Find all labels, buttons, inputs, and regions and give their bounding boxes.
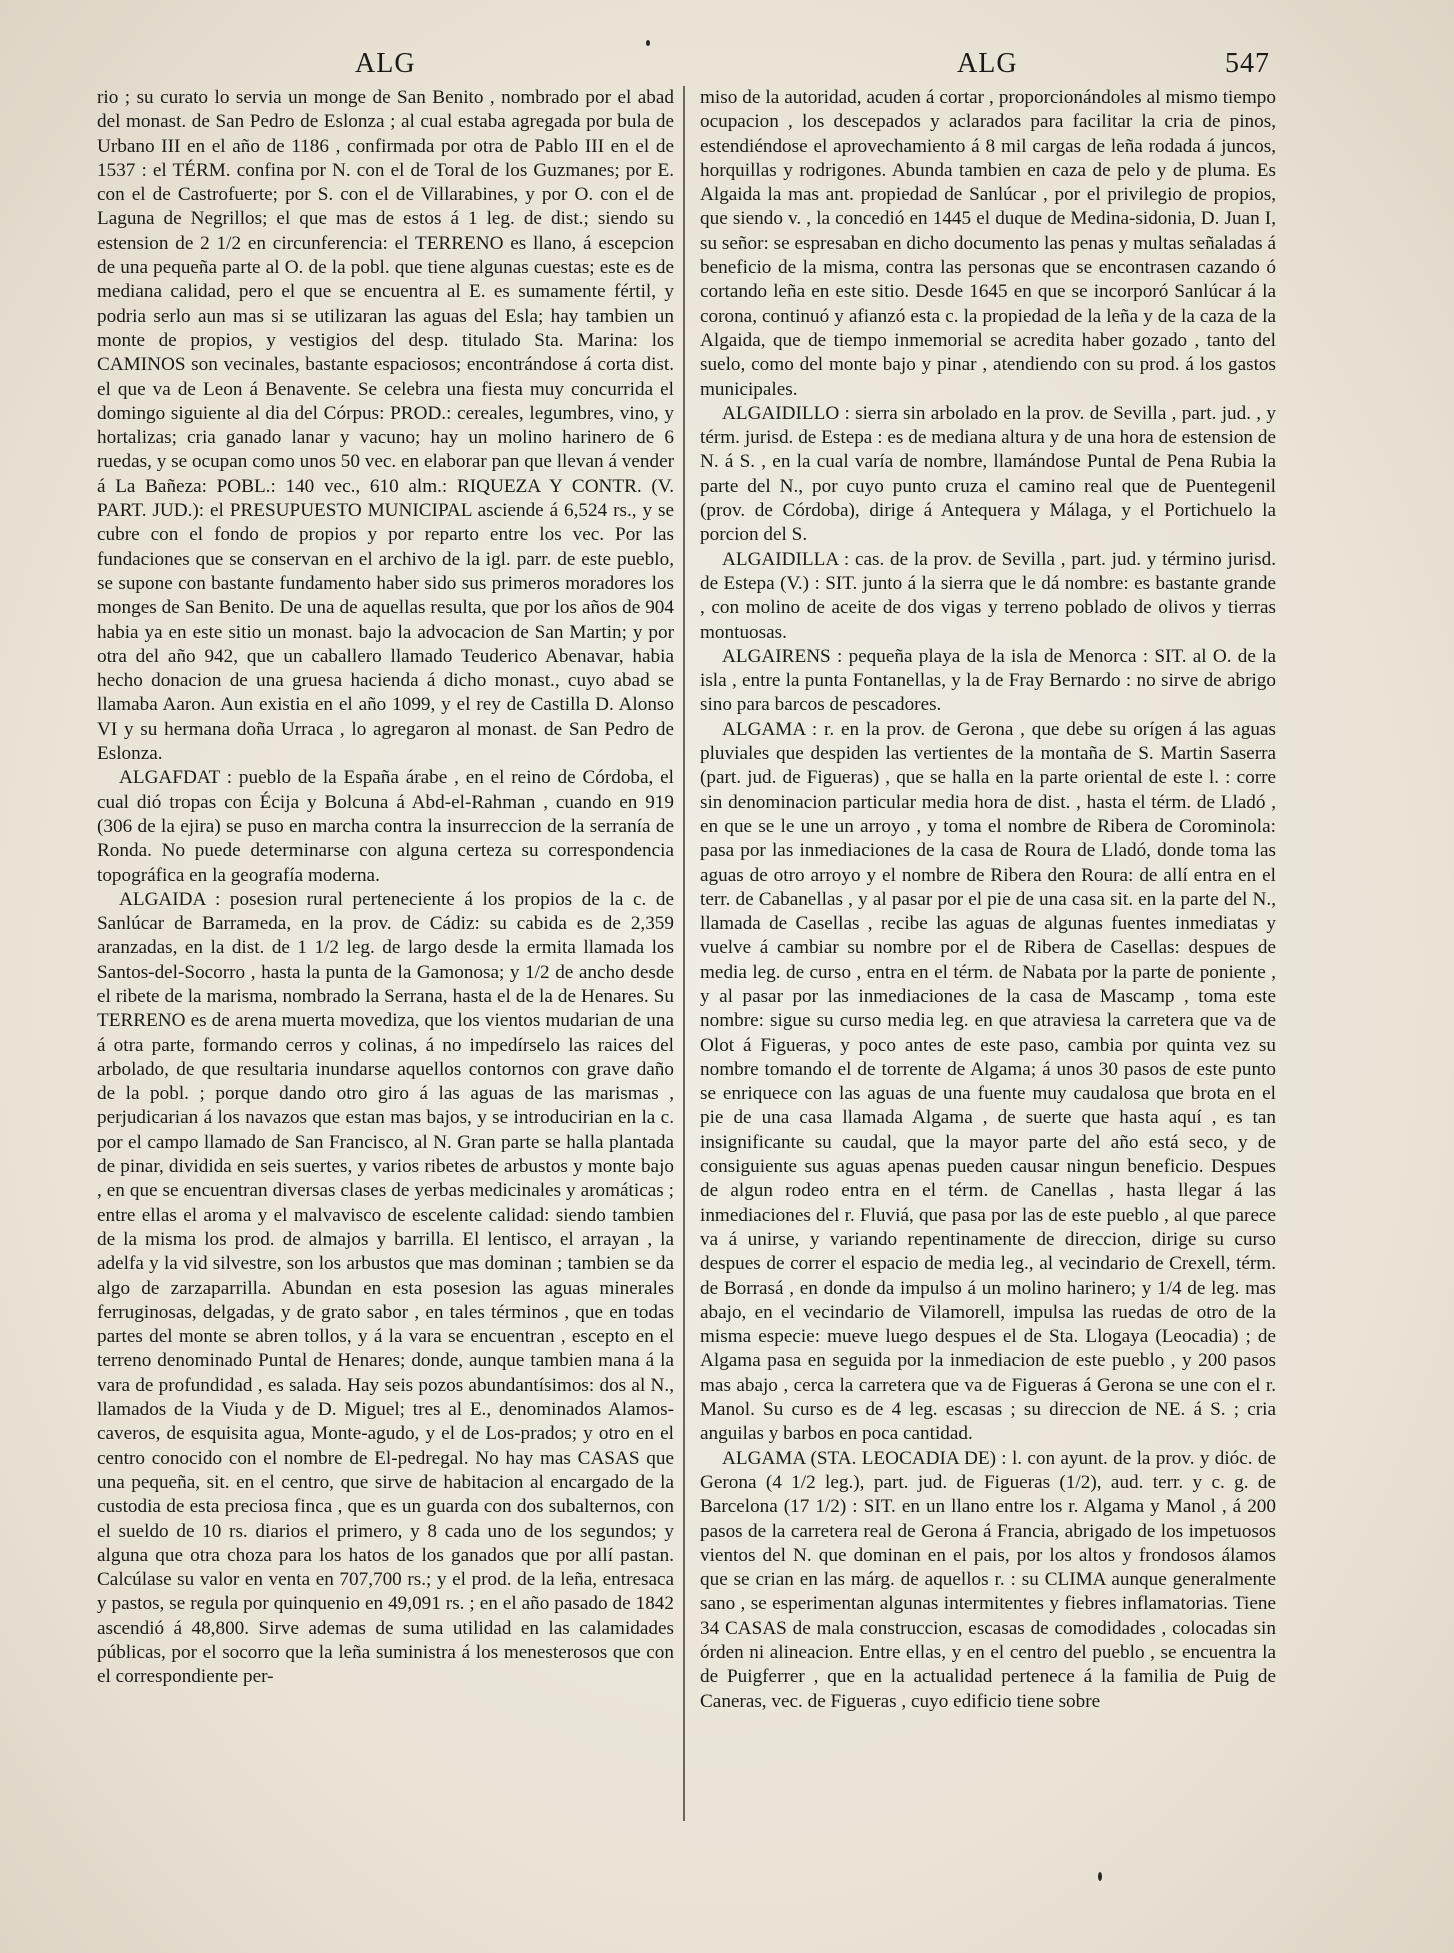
ink-speck: [1098, 1872, 1102, 1881]
ink-speck: [646, 40, 650, 46]
article-paragraph: rio ; su curato lo servia un monge de San Benito , nombrado por el abad del monast. de San Pedro de Eslonza ; al cual estaba agregada por bula de Urbano III en el año de 1186 , confirmada por otra de Pablo III en el de 1537 : el TÉRM. confina por N. con el de Toral de los Guzmanes; por E. con el de Castrofuerte; por S. con el de Villarabines, y por O. con el de Laguna de Negrillos; el que mas de estos á 1 leg. de dist.; siendo su estension de 2 1/2 en circunferencia: el TERRENO es llano, á escepcion de una pequeña parte al O. de la pobl. que tiene algunas cuestas; este es de mediana calidad, pero el que se encuentra al E. es sumamente fértil, y podria serlo aun mas si se utilizaran las aguas del Esla; hay tambien un monte de propios, y vestigios del desp. titulado Sta. Marina: los CAMINOS son vecinales, bastante espaciosos; encontrándose á corta dist. el que va de Leon á Benavente. Se celebra una fiesta muy concurrida el domingo siguiente al dia del Córpus: PROD.: cereales, legumbres, vino, y hortalizas; cria ganado lanar y vacuno; hay un molino harinero de 6 ruedas, y se ocupan como unos 50 vec. en elaborar pan que llevan á vender á La Bañeza: POBL.: 140 vec., 610 alm.: RIQUEZA Y CONTR. (V. PART. JUD.): el PRESUPUESTO MUNICIPAL asciende á 6,524 rs., y se cubre con el fondo de propios y por reparto entre los vec. Por las fundaciones que se conservan en el archivo de la igl. parr. de este pueblo, se supone con bastante fundamento haber sido sus primeros moradores los monges de San Benito. De una de aquellas resulta, que por los años de 904 habia ya en este sitio un monast. bajo la advocacion de San Martin; y por otra del año 942, que un caballero llamado Teuderico Abenavar, habia hecho donacion de una gruesa hacienda á dicho monast., cuyo abad se llamaba Aaron. Aun existia en el año 1099, y el rey de Castilla D. Alonso VI y su hermana doña Urraca , lo agregaron al monast. de San Pedro de Eslonza.: [97, 87, 674, 765]
page-number: 547: [1225, 48, 1270, 79]
right-column: [700, 86, 1276, 1826]
article-paragraph: ALGAIDA : posesion rural perteneciente á los propios de la c. de Sanlúcar de Barrameda, en la prov. de Cádiz: su cabida es de 2,359 aranzadas, en la dist. de 1 1/2 leg. de largo desde la ermita llamada los Santos-del-Socorro , hasta la punta de la Gamonosa; y 1/2 de ancho desde el ribete de la marisma, nombrado la Serrana, hasta el de la de Henares. Su TERRENO es de arena muerta movediza, que los vientos mudarian de una á otra parte, formando cerros y colinas, á no impedírselo las raices del arbolado, de que resultaria inundarse aquellos contornos con grave daño de la pobl. ; porque dando otro giro á las aguas de las marismas , perjudicarian á los navazos que estan mas bajos, y se introducirian en la c. por el campo llamado de San Francisco, al N. Gran parte se halla plantada de pinar, dividida en seis suertes, y varios ribetes de arbustos y monte bajo , en que se encuentran diversas clases de yerbas medicinales y aromáticas ; entre ellas el aroma y el malvavisco de escelente calidad: siendo tambien de la misma los prod. de almajos y barrilla. El lentisco, el arrayan , la adelfa y la vid silvestre, son los arbustos que mas dominan ; tambien se da algo de zarzaparrilla. Abundan en esta posesion las aguas minerales ferruginosas, delgadas, y de grato sabor , en tales términos , que en todas partes del monte se abren tollos, y á la vara se encuentran , escepto en el terreno denominado Puntal de Henares; donde, aunque tambien mana á la vara de profundidad , es salada. Hay seis pozos abundantísimos: dos al N., llamados de la Viuda y de D. Miguel; tres al E., denominados Alamos-caveros, de esquisita agua, Monte-agudo, y el de Los-prados; y otro en el centro conocido con el nombre de El-pedregal. No hay mas CASAS que una pequeña, sit. en el centro, que sirve de habitacion al encargado de la custodia de esta preciosa finca , que es un guarda con dos subalternos, con el sueldo de 10 rs. diarios el primero, y 8 cada uno de los segundos; y alguna que otra choza para los hatos de los ganados que por allí pastan. Calcúlase su valor en venta en 707,700 rs.; y el prod. de la leña, entresaca y pastos, se regula por quinquenio en 49,091 rs. ; en el año pasado de 1842 ascendió á 48,800. Sirve ademas de suma utilidad en las calamidades públicas, por el socorro que la leña suministra á los menesterosos que con el correspondiente per-: [97, 888, 674, 1688]
article-paragraph: ALGAMA (STA. LEOCADIA DE) : l. con ayunt. de la prov. y dióc. de Gerona (4 1/2 leg.), part. jud. de Figueras (1/2), aud. terr. y c. g. de Barcelona (17 1/2) : SIT. en un llano entre los r. Algama y Manol , á 200 pasos de la carretera real de Gerona á Francia, abrigado de los impetuosos vientos del N. que dominan en el pais, por los altos y frondosos álamos que se crian en las márg. de aquellos r. : su CLIMA aunque generalmente sano , se esperimentan algunas intermitentes y fiebres inflamatorias. Tiene 34 CASAS de mala construccion, escasas de comodidades , colocadas sin órden ni alineacion. Entre ellas, y en el centro del pueblo , se encuentra la de Puigferrer , que en la actualidad pertenece á la familia de Puig de Caneras, vec. de Figueras , cuyo edificio tiene sobre: [700, 1447, 1276, 1712]
article-paragraph: miso de la autoridad, acuden á cortar , proporcionándoles al mismo tiempo ocupacion , los descepados y aclarados para facilitar la cria de pinos, estendiéndose el aprovechamiento á 8 mil cargas de leña rodada á juncos, horquillas y rodrigones. Abunda tambien en caza de pelo y de pluma. Es Algaida la mas ant. propiedad de Sanlúcar , por el privilegio de propios, que siendo v. , la concedió en 1445 el duque de Medina-sidonia, D. Juan I, su señor: se espresaban en dicho documento las penas y multas señaladas á beneficio de la misma, contra las personas que se encontrasen cazando ó cortando leña en este sitio. Desde 1645 en que se incorporó Sanlúcar á la corona, continuó y afianzó esta c. la propiedad de la leña y de la caza de la Algaida, que de tiempo inmemorial se acredita haber gozado , tanto del suelo, como del monte bajo y pinar , atendiendo con su prod. á los gastos municipales.: [700, 87, 1276, 400]
article-paragraph: ALGAMA : r. en la prov. de Gerona , que debe su orígen á las aguas pluviales que despiden las vertientes de la montaña de S. Martin Saserra (part. jud. de Figueras) , que se halla en la parte oriental de este l. : corre sin denominacion particular media hora de dist. , hasta el térm. de Lladó , en que se le une un arroyo , y toma el nombre de Ribera de Corominola: pasa por las inmediaciones de la casa de Roura de Lladó, donde toma las aguas de otro arroyo y el nombre de Ribera den Roura: de allí entra en el terr. de Cabanellas , y al pasar por el pie de una casa sit. en la parte del N., llamada de Casellas , recibe las aguas de algunas fuentes inmediatas y vuelve á cambiar su nombre por el de Ribera de Casellas: despues de media leg. de curso , entra en el térm. de Nabata por la parte de poniente , y al pasar por las inmediaciones de la casa de Mascamp , toma este nombre: sigue su curso media leg. en que atraviesa la carretera que va de Olot á Figueras, y poco antes de este paso, cambia por quinta vez su nombre tomando el de torrente de Algama; á unos 30 pasos de este punto se enriquece con las aguas de una fuente muy caudalosa que brota en el pie de una casa llamada Algama , de suerte que hasta aquí , es tan insignificante su caudal, que la mayor parte del año está seco, y de consiguiente sus aguas apenas pueden causar ningun beneficio. Despues de algun rodeo entra en el térm. de Canellas , hasta llegar á las inmediaciones del r. Fluviá, que pasa por las de este pueblo , al que parece va á unirse, y variando repentinamente de direccion, dirige su curso despues de correr el espacio de media leg., al vecindario de Crexell, térm. de Borrasá , en donde da impulso á un molino harinero; y 1/4 de leg. mas abajo, en el vecindario de Vilamorell, impulsa las ruedas de otro de la misma especie: mueve luego despues el de Sta. Llogaya (Leocadia) ; de Algama pasa en seguida por la inmediacion de este pueblo , y 200 pasos mas abajo , cerca la carretera que va de Figueras á Gerona se une con el r. Manol. Su curso es de 4 leg. escasas ; su direccion de NE. á S. ; cria anguilas y barbos en poca cantidad.: [700, 718, 1276, 1445]
right-running-title: ALG: [957, 48, 1018, 79]
article-paragraph: ALGAFDAT : pueblo de la España árabe , en el reino de Córdoba, el cual dió tropas con Écija y Bolcuna á Abd-el-Rahman , cuando en 919 (306 de la ejira) se puso en marcha contra la insurreccion de la serranía de Ronda. No puede determinarse con alguna certeza su correspondencia topográfica en la geografía moderna.: [97, 767, 674, 886]
running-head: [0, 48, 1454, 88]
article-paragraph: ALGAIDILLA : cas. de la prov. de Sevilla , part. jud. y término jurisd. de Estepa (V.) : SIT. junto á la sierra que le dá nombre: es bastante grande , con molino de aceite de dos vigas y terreno poblado de olivos y tierras montuosas.: [700, 548, 1276, 643]
column-divider: [683, 86, 685, 1821]
article-paragraph: ALGAIDILLO : sierra sin arbolado en la prov. de Sevilla , part. jud. , y térm. jurisd. de Estepa : es de mediana altura y de una hora de estension de N. á S. , en la cual varía de nombre, llamándose Puntal de Pena Rubia la parte del N., por cuyo punto cruza el camino real que de Puentegenil (prov. de Córdoba), dirige á Antequera y Málaga, y el Portichuelo la porcion del S.: [700, 402, 1276, 546]
left-column: [97, 86, 674, 1826]
article-paragraph: ALGAIRENS : pequeña playa de la isla de Menorca : SIT. al O. de la isla , entre la punta Fontanellas, y la de Fray Bernardo : no sirve de abrigo sino para barcos de pescadores.: [700, 645, 1276, 716]
left-running-title: ALG: [355, 48, 416, 79]
